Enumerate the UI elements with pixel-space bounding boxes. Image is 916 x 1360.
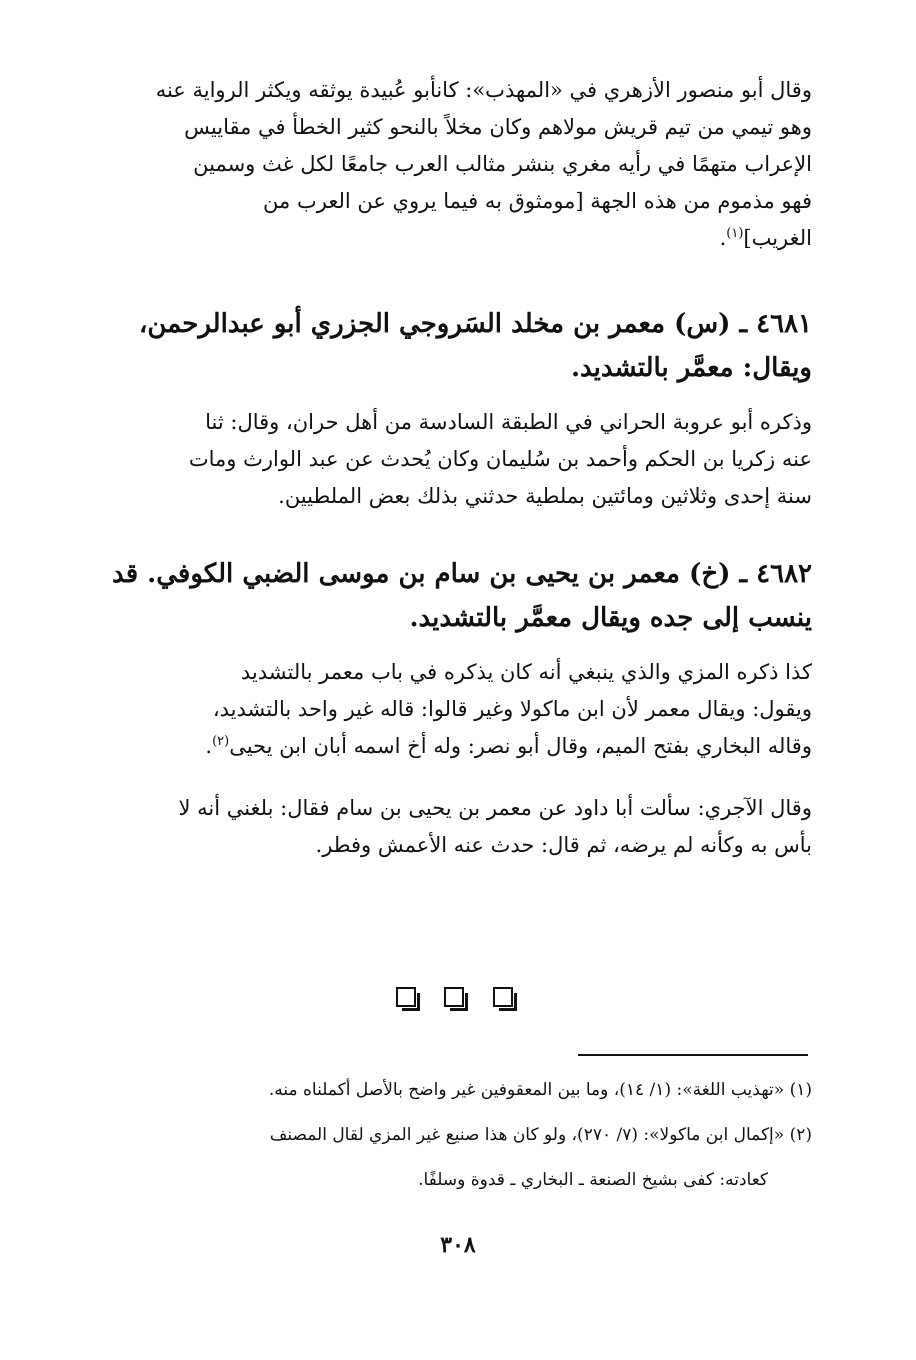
text-fragment: الغريب] [743,226,812,250]
text-fragment: وقاله البخاري بفتح الميم، وقال أبو نصر: وله أخ اسمه أبان ابن يحيى [229,734,812,758]
footnote-divider [578,1054,808,1056]
text-line: وهو تيمي من تيم قريش مولاهم وكان مخلاً بالنحو كثير الخطأ في مقاييس [184,115,812,139]
entry-body-4682-ajurri [100,790,812,864]
text-fragment: . [719,226,727,250]
footnote-2: (٢) «إكمال ابن ماكولا»: (٧/ ٢٧٠)، ولو كان هذا صنيع غير المزي لقال المصنف [269,1125,812,1145]
text-line: بأس به وكأنه لم يرضه، ثم قال: حدث عنه الأعمش وفطر. [315,833,812,857]
footnote-2-continuation: كعادته: كفى بشيخ الصنعة ـ البخاري ـ قدوة وسلفًا. [418,1170,768,1190]
square-ornament-icon [396,987,416,1007]
entry-heading-4682 [100,552,812,640]
text-line: ويقول: ويقال معمر لأن ابن ماكولا وغير قالوا: قاله غير واحد بالتشديد، [212,697,812,721]
text-fragment: . [205,734,213,758]
text-line: وقال الآجري: سألت أبا داود عن معمر بن يحيى بن سام فقال: بلغني أنه لا [178,796,812,820]
heading-line: ٤٦٨١ ـ (س) معمر بن مخلد السَروجي الجزري أبو عبدالرحمن، [139,309,812,339]
footnotes [100,1068,812,1203]
text-line [100,220,812,257]
text-line: عنه زكريا بن الحكم وأحمد بن سُليمان وكان يُحدث عن عبد الوارث ومات [188,447,812,471]
heading-line: ويقال: معمَّر بالتشديد. [570,353,812,383]
text-line: كذا ذكره المزي والذي ينبغي أنه كان يذكره في باب معمر بالتشديد [240,660,812,684]
text-line: فهو مذموم من هذه الجهة [مومثوق به فيما يروي عن العرب من [263,189,812,213]
footnote-1: (١) «تهذيب اللغة»: (١/ ١٤)، وما بين المعقوفين غير واضح بالأصل أكملناه منه. [268,1080,812,1100]
text-line: وقال أبو منصور الأزهري في «المهذب»: كانأبو عُبيدة يوثقه ويكثر الرواية عنه [155,78,812,102]
text-line: وذكره أبو عروبة الحراني في الطبقة السادسة من أهل حران، وقال: ثنا [205,410,812,434]
paragraph-azhari-quote [100,72,812,257]
heading-line: ٤٦٨٢ ـ (خ) معمر بن يحيى بن سام بن موسى الضبي الكوفي. قد [112,559,812,589]
entry-body-4681 [100,404,812,515]
text-line: سنة إحدى وثلاثين ومائتين بملطية حدثني بذلك بعض الملطيين. [278,484,812,508]
page-number: ٣٠٨ [440,1232,476,1258]
text-line: الإعراب متهمًا في رأيه مغري بنشر مثالب العرب جامعًا لكل غث وسمين [193,152,812,176]
entry-body-4682 [100,654,812,765]
square-ornament-icon [493,987,513,1007]
entry-heading-4681 [100,302,812,390]
square-ornament-icon [444,987,464,1007]
text-line [100,728,812,765]
footnote-marker[interactable]: (٢) [212,734,230,749]
heading-line: ينسب إلى جده ويقال معمَّر بالتشديد. [409,603,812,633]
footnote-marker[interactable]: (١) [726,226,744,241]
section-separator [0,987,916,1017]
